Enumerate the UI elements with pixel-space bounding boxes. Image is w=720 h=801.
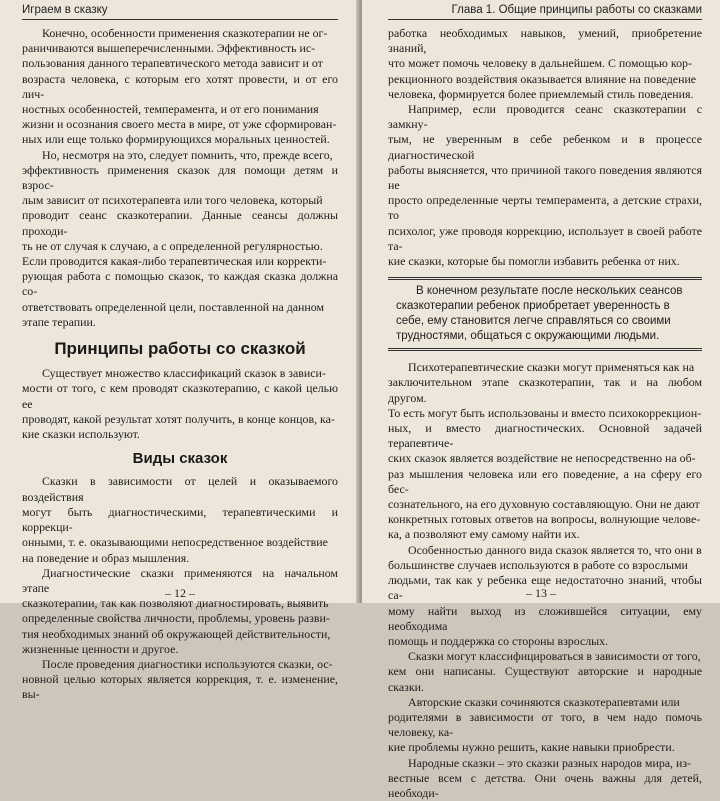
text-line: Но, несмотря на это, следует помнить, что, прежде всего, [42, 147, 333, 162]
text-line: жизни и осознания своего места в мире, от уже сформирован- [22, 117, 337, 132]
text-line: проводят, какой результат хотят получить, в конце концов, ка- [22, 411, 335, 426]
right-page [362, 0, 720, 800]
text-line: конкретных готовых ответов на вопросы, волнующие челове- [388, 512, 701, 527]
text-line: кие сказки используют. [22, 427, 140, 442]
highlight-box [388, 277, 702, 351]
text-line: ответствовать определенной цели, поставленной на данном [22, 299, 325, 314]
text-line: Сказки могут классифицироваться в зависимости от того, [408, 649, 701, 664]
paragraph [22, 474, 338, 565]
text-line: раз мышления человека или его поведение, а на сферу его бес- [388, 466, 702, 496]
text-line: ть не от случая к случаю, а с определенной регулярностью. [22, 238, 323, 253]
text-line: проводит сеанс сказкотерапии. Данные сеансы должны проходи- [22, 208, 338, 238]
running-head-left: Играем в сказку [22, 0, 338, 20]
text-line: Особенностью данного вида сказок является то, что они в [408, 542, 702, 557]
text-line: Если проводится какая-либо терапевтическая или корректи- [22, 254, 327, 269]
left-page [0, 0, 360, 702]
text-line: ностных особенностей, темперамента, и от его понимания [22, 102, 319, 117]
paragraph [388, 695, 702, 756]
left-page-body [22, 26, 338, 703]
text-line: Народные сказки – это сказки разных народов мира, из- [408, 755, 692, 770]
text-line: Диагностические сказки применяются на начальном этапе [22, 565, 338, 595]
text-line: работка необходимых навыков, умений, приобретение знаний, [388, 26, 702, 56]
text-line: ных или еще только формирующихся моральных ценностей. [22, 132, 330, 147]
text-line: кем они написаны. Существуют авторские и народные сказки. [388, 664, 702, 694]
text-line: сказкотерапии, так как позволяют диагностировать, выявить [22, 596, 329, 611]
text-line: человека, формируется более приемлемый стиль поведения. [388, 86, 694, 101]
page-number-right: – 13 – [526, 586, 556, 600]
text-line: эффективность применения сказок для помощи детям и взрос- [22, 162, 338, 193]
running-head-right: Глава 1. Общие принципы работы со сказками [388, 0, 702, 20]
text-line: возраста человека, с которым его хотят провести, и от его лич- [22, 71, 338, 101]
text-line: работы выясняется, что причиной такого поведения являются не [388, 162, 702, 193]
text-line: себе, ему становится легче справляться со своими [396, 315, 671, 328]
text-line: психолог, уже проводя коррекцию, использует в своей работе та- [388, 223, 702, 253]
section-heading: Принципы работы со сказкой [54, 339, 306, 359]
text-line: В конечном результате после нескольких сеансов [416, 285, 683, 298]
text-line: тым, не уверенным в себе ребенком и в процессе диагностической [388, 132, 702, 162]
text-line: просто определенные черты темперамента, а детские страхи, то [388, 193, 702, 223]
text-line: большинстве случаев используются в работе со взрослыми [388, 557, 688, 572]
text-line: кие проблемы нужно решить, какие навыки приобрести. [388, 740, 675, 755]
text-line: жизненные ценности и другое. [22, 641, 179, 656]
text-line: Например, если проводится сеанс сказкотерапии с замкну- [388, 102, 702, 132]
text-line: Существует множество классификаций сказок в зависи- [42, 366, 326, 381]
paragraph [22, 26, 338, 148]
text-line: трудностями, общаться с окружающими людьми. [396, 330, 660, 343]
text-line: новной целью которых является коррекция, т. е. изменение, вы- [22, 672, 338, 702]
text-line: сказкотерапии ребенок приобретает уверенность в [396, 300, 670, 313]
paragraph [388, 756, 702, 801]
text-line: рующая работа с помощью сказок, то каждая сказка должна со- [22, 269, 338, 299]
text-line: людьми, так как у ребенка еще недостаточно знаний, чтобы са- [388, 573, 702, 603]
text-line: рекционного воздействия оказывается влияние на поведение [388, 71, 697, 86]
text-line: После проведения диагностики используются сказки, ос- [42, 656, 333, 671]
text-line: лым зависит от психотерапевта или того человека, который [22, 193, 323, 208]
text-line: ка, а позволяют ему самому найти их. [388, 527, 580, 542]
text-line: тия необходимых знаний об окружающей действительности, [22, 626, 331, 641]
text-line: родителями в зависимости от того, в чем надо помочь человеку, ка- [388, 709, 702, 740]
text-line: пользования данного терапевтического метода зависит и от [22, 56, 323, 71]
paragraph [388, 649, 702, 695]
text-line: ских сказок является воздействие не непосредственно на об- [388, 451, 696, 466]
text-line: сознательного, на его духовную составляющую. Они не дают [388, 497, 700, 512]
right-page-body [388, 26, 702, 801]
paragraph [388, 102, 702, 269]
text-line: онными, т. е. оказывающими непосредственное воздействие [22, 535, 328, 550]
text-line: заключительном этапе сказкотерапии, так и на любом другом. [388, 375, 702, 405]
paragraph [22, 366, 338, 442]
text-line: То есть могут быть использованы и вместо психокоррекцион- [388, 405, 702, 420]
page-number-left: – 12 – [165, 586, 195, 600]
text-line: ных, и вместо диагностических. Основной задачей терапевтиче- [388, 421, 702, 451]
text-line: Конечно, особенности применения сказкотерапии не ог- [42, 26, 328, 40]
text-line: мости от того, с кем проводят сказкотерапию, с какой целью ее [22, 381, 338, 411]
text-line: раничиваются вышеперечисленными. Эффективность ис- [22, 41, 316, 56]
paragraph [22, 566, 338, 657]
text-line: на поведение и образ мышления. [22, 550, 190, 565]
subsection-heading: Виды сказок [132, 450, 228, 468]
text-line: Сказки в зависимости от целей и оказываемого воздействия [22, 474, 338, 504]
text-line: мому найти выход из сложившейся ситуации, ему необходима [388, 603, 702, 633]
paragraph [388, 26, 702, 102]
paragraph [22, 657, 338, 703]
text-line: Психотерапевтические сказки могут применяться как на [408, 360, 695, 375]
text-line: кие сказки, которые бы помогли избавить ребенка от них. [388, 254, 680, 269]
text-line: могут быть диагностическими, терапевтическими и коррекци- [22, 504, 338, 535]
box-text [396, 284, 694, 344]
text-line: помощь и поддержка со стороны взрослых. [388, 633, 609, 648]
text-line: что может помочь человеку в дальнейшем. С помощью кор- [388, 56, 692, 71]
text-line: вестные всем с детства. Они очень важны для детей, необходи- [388, 770, 702, 800]
text-line: Авторские сказки сочиняются сказкотерапевтами или [408, 694, 680, 709]
paragraph [22, 148, 338, 330]
text-line: этапе терапии. [22, 314, 96, 329]
text-line: определенные свойства личности, проблемы, уровень разви- [22, 611, 330, 626]
paragraph [388, 360, 702, 542]
